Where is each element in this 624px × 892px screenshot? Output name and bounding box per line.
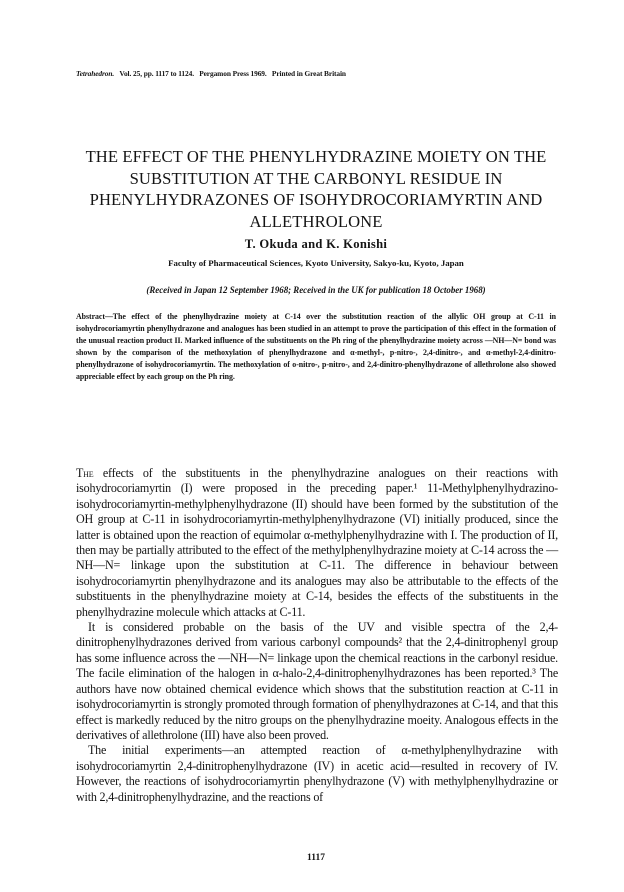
journal-header xyxy=(76,69,556,78)
abstract-text: —The effect of the phenylhydrazine moiety at C-14 over the substitution reaction of the allylic OH group at C-11 in isohydrocoriamyrtin phenylhydrazone and analogues has been studied in an attempt to prove the participation of this effect in the formation of the unusual reaction product II. Marked influence of the substituents on the Ph ring of the phenylhydrazine moiety across —NH—N= bond was shown by the comparison of the methoxylation of phenylhydrazone and α-methyl-, p-nitro-, 2,4-dinitro-, and α-methyl-2,4-dinitro-phenylhydrazone of isohydrocoriamyrtin. The methoxylation of o-nitro-, p-nitro-, and 2,4-dinitro-phenylhydrazone of allethrolone also showed appreciable effect by each group on the Ph ring. xyxy=(76,312,556,382)
paragraph-1 xyxy=(76,466,558,620)
journal-name: Tetrahedron. xyxy=(76,69,115,78)
page-number: 1117 xyxy=(307,853,325,863)
abstract xyxy=(76,311,556,384)
received-dates: (Received in Japan 12 September 1968; Received in the UK for publication 18 October 1968) xyxy=(146,285,486,295)
citation: Vol. 25, pp. 1117 to 1124. xyxy=(119,69,194,78)
abstract-label: Abstract xyxy=(76,312,105,321)
body-text xyxy=(76,466,558,805)
paragraph-1-lead: The xyxy=(76,466,94,480)
article-title: THE EFFECT OF THE PHENYLHYDRAZINE MOIETY ON THE SUBSTITUTION AT THE CARBONYL RESIDUE IN PHENYLHYDRAZONES OF ISOHYDROCORIAMYRTIN AND ALLETHROLONE xyxy=(85,147,547,231)
paragraph-1-text: effects of the substituents in the phenylhydrazine analogues on their reactions with isohydrocoriamyrtin (I) were proposed in the preceding paper.¹ 11-Methylphenylhydrazino-isohydrocoriamyrtin-methylphenylhydrazone (II) should have been formed by the substitution of the OH group at C-11 in isohydrocoriamyrtin-methylphenylhydrazone (VI) initially produced, since the latter is obtained upon the reaction of equimolar α-methylphenylhydrazine with I. The production of II, then may be partially attributed to the effect of the methylphenylhydrazine moiety at C-14 across the —NH—N= linkage upon the substitution at C-11. The difference in behaviour between isohydrocoriamyrtin phenylhydrazone and its analogues may also be attributable to the effects of the substituents in the phenylhydrazine moiety at C-14, besides the effects of the substituents in the phenylhydrazine molecule which attacks at C-11. xyxy=(76,466,558,619)
paragraph-2: It is considered probable on the basis of the UV and visible spectra of the 2,4-dinitrophenylhydrazones derived from various carbonyl compounds² that the 2,4-dinitrophenyl group has some influence across the —NH—N= linkage upon the chemical reactions in the carbonyl residue. The facile elimination of the halogen in α-halo-2,4-dinitrophenylhydrazones has been reported.³ The authors have now obtained chemical evidence which shows that the substitution reaction at C-11 in isohydrocoriamyrtin is strongly promoted through formation of phenylhydrazones at C-14, and that this effect is markedly reduced by the nitro groups on the phenylhydrazine moeity. Analogous effects in the derivatives of allethrolone (III) have also been proved. xyxy=(76,620,558,742)
publisher: Pergamon Press 1969. xyxy=(199,69,267,78)
affiliation: Faculty of Pharmaceutical Sciences, Kyoto University, Sakyo-ku, Kyoto, Japan xyxy=(168,258,464,268)
printed-in: Printed in Great Britain xyxy=(271,69,346,78)
paragraph-3: The initial experiments—an attempted reaction of α-methylphenylhydrazine with isohydrocoriamyrtin 2,4-dinitrophenylhydrazone (IV) in acetic acid—resulted in recovery of IV. However, the reactions of isohydrocoriamyrtin phenylhydrazone (V) with methylphenylhydrazine or with 2,4-dinitrophenylhydrazine, and the reactions of xyxy=(76,743,558,804)
authors: T. Okuda and K. Konishi xyxy=(244,237,388,251)
